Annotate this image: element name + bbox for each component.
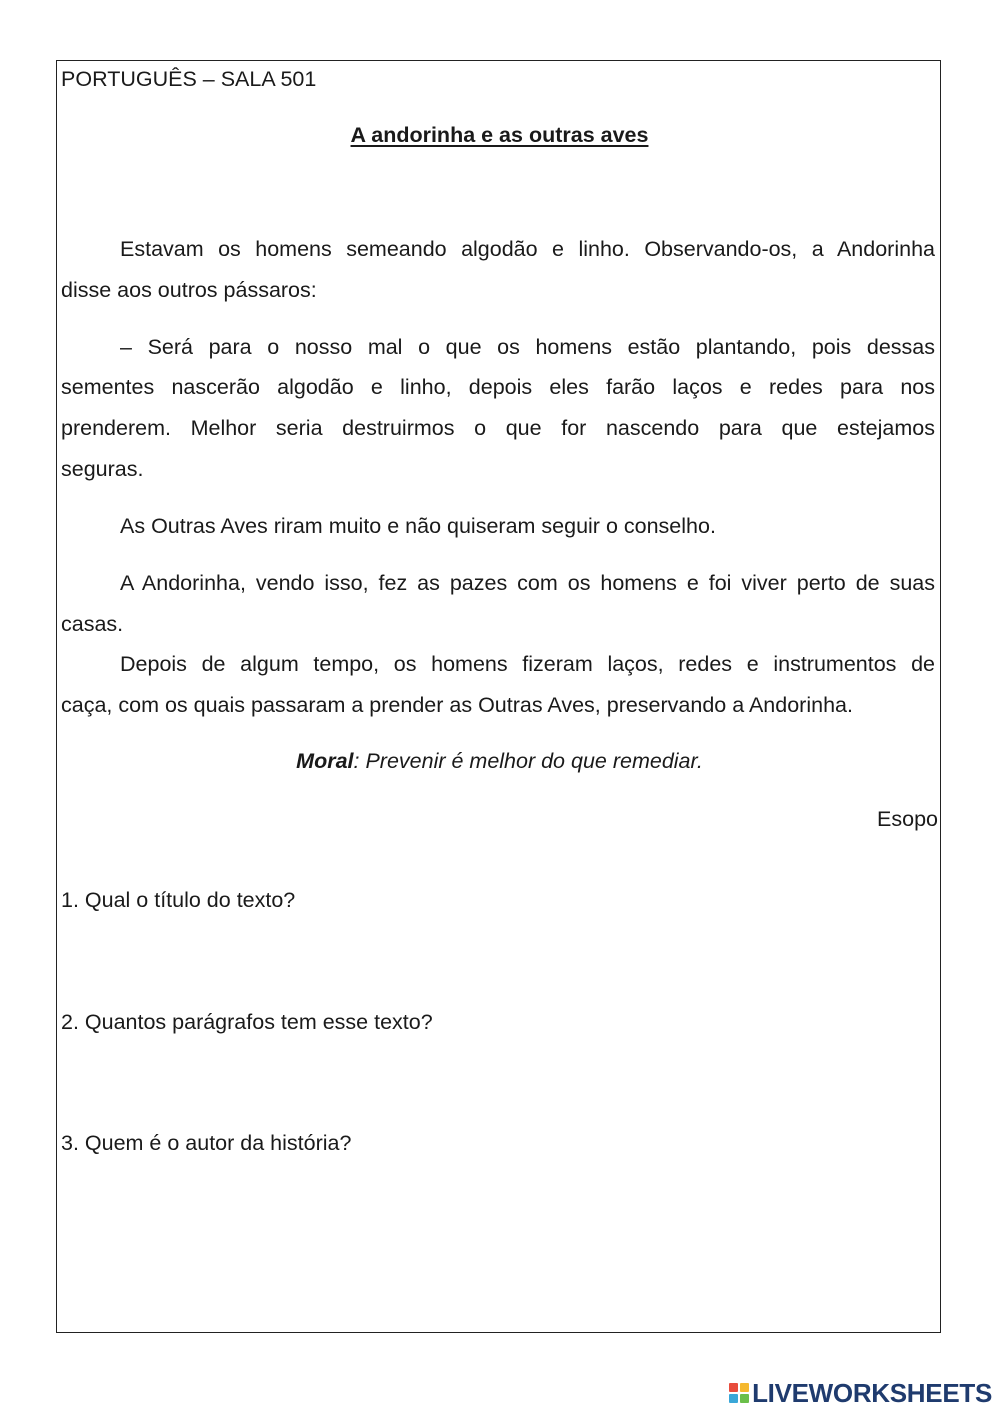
paragraph-5-line-2: caça, com os quais passaram a prender as Outras Aves, preservando a Andorinha.	[61, 693, 853, 717]
paragraph-3-line-1: As Outras Aves riram muito e não quiseram seguir o conselho.	[120, 514, 716, 538]
paragraph-2-line-4: seguras.	[61, 457, 144, 481]
liveworksheets-logo-icon	[729, 1383, 749, 1403]
question-1: 1. Qual o título do texto?	[61, 888, 296, 912]
paragraph-2-line-1: – Será para o nosso mal o que os homens estão plantando, pois dessas	[120, 335, 935, 359]
logo-square-blue	[729, 1394, 738, 1403]
paragraph-2-line-2: sementes nascerão algodão e linho, depois eles farão laços e redes para nos	[61, 375, 935, 399]
paragraph-2-line-3: prenderem. Melhor seria destruirmos o que for nascendo para que estejamos	[61, 416, 935, 440]
story-moral	[57, 748, 942, 774]
logo-square-red	[729, 1383, 738, 1392]
logo-square-yellow	[740, 1383, 749, 1392]
logo-square-green	[740, 1394, 749, 1403]
worksheet-header: PORTUGUÊS – SALA 501	[61, 67, 317, 91]
moral-text: : Prevenir é melhor do que remediar.	[353, 749, 703, 773]
question-2: 2. Quantos parágrafos tem esse texto?	[61, 1010, 433, 1034]
liveworksheets-logo-text: LIVEWORKSHEETS	[752, 1377, 992, 1408]
paragraph-1-line-1: Estavam os homens semeando algodão e linho. Observando-os, a Andorinha	[120, 237, 935, 261]
story-title: A andorinha e as outras aves	[350, 123, 649, 147]
liveworksheets-logo	[729, 1378, 992, 1408]
moral-label: Moral	[296, 749, 354, 773]
paragraph-1-line-2: disse aos outros pássaros:	[61, 278, 317, 302]
paragraph-4-line-1: A Andorinha, vendo isso, fez as pazes com os homens e foi viver perto de suas	[120, 571, 935, 595]
story-author: Esopo	[877, 807, 938, 831]
paragraph-5-line-1: Depois de algum tempo, os homens fizeram laços, redes e instrumentos de	[120, 652, 935, 676]
question-3: 3. Quem é o autor da história?	[61, 1131, 352, 1155]
paragraph-4-line-2: casas.	[61, 612, 124, 636]
worksheet-frame	[56, 60, 941, 1333]
